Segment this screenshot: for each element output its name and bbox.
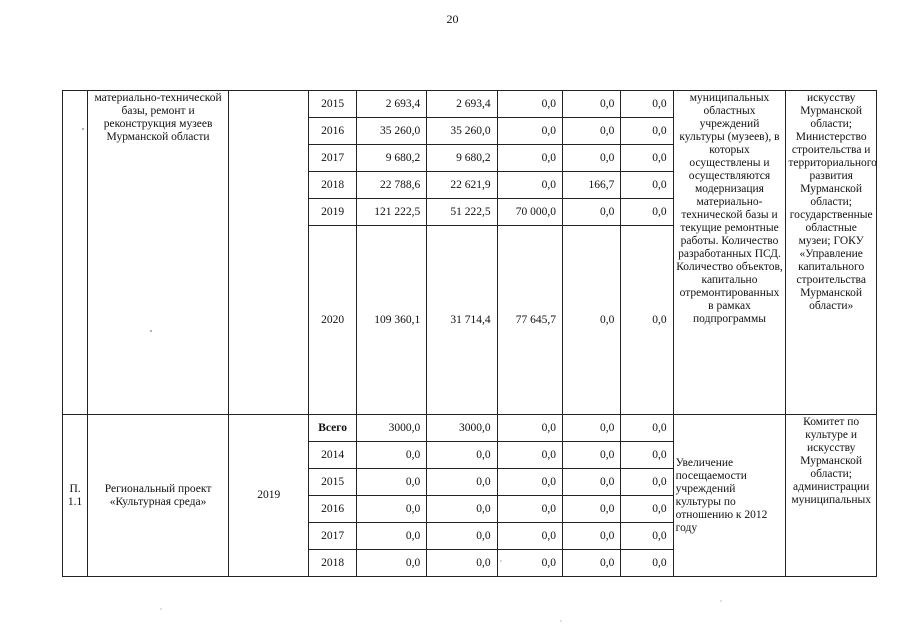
row-number-cell <box>63 91 88 415</box>
expected-result-cell: муниципальных областных учреждений культуры (музеев), в которых осуществлены и осуществляются модернизация материально-технической базы и текущие ремонтные работы. Количество разработанных ПСД. Количество объектов, капитально отремонтированных в рамках подпрограммы <box>673 91 786 415</box>
other-funds-cell: 0,0 <box>621 523 673 550</box>
local-budget-cell: 166,7 <box>563 172 621 199</box>
year-cell: Всего <box>309 415 356 442</box>
total-cell: 0,0 <box>356 496 426 523</box>
total-cell: 9 680,2 <box>356 145 426 172</box>
federal-budget-cell: 0,0 <box>497 145 562 172</box>
regional-budget-cell: 0,0 <box>427 496 497 523</box>
scan-speck <box>150 330 152 332</box>
scan-speck <box>82 128 84 130</box>
responsible-executor-cell: Комитет по культуре и искусству Мурманской области; администрации муниципальных <box>786 415 877 577</box>
table-row <box>63 415 877 442</box>
regional-budget-cell: 2 693,4 <box>427 91 497 118</box>
regional-budget-cell: 31 714,4 <box>427 226 497 415</box>
federal-budget-cell: 0,0 <box>497 118 562 145</box>
other-funds-cell: 0,0 <box>621 442 673 469</box>
total-cell: 0,0 <box>356 442 426 469</box>
local-budget-cell: 0,0 <box>563 199 621 226</box>
year-cell: 2014 <box>309 442 356 469</box>
activity-name-cell: Региональный проект «Культурная среда» <box>88 415 229 577</box>
regional-budget-cell: 22 621,9 <box>427 172 497 199</box>
other-funds-cell: 0,0 <box>621 199 673 226</box>
term-cell <box>229 91 309 415</box>
regional-budget-cell: 0,0 <box>427 523 497 550</box>
scan-speck <box>720 600 722 602</box>
other-funds-cell: 0,0 <box>621 496 673 523</box>
responsible-executor-cell: искусству Мурманской области; Министерство строительства и территориального развития Мурманской области; государственные областные музеи; ГОКУ «Управление капитального строительства Мурманской области» <box>786 91 877 415</box>
total-cell: 121 222,5 <box>356 199 426 226</box>
year-cell: 2019 <box>309 199 356 226</box>
local-budget-cell: 0,0 <box>563 145 621 172</box>
year-cell: 2018 <box>309 550 356 577</box>
local-budget-cell: 0,0 <box>563 442 621 469</box>
other-funds-cell: 0,0 <box>621 172 673 199</box>
table-row <box>63 91 877 118</box>
year-cell: 2016 <box>309 118 356 145</box>
page-number: 20 <box>446 12 459 26</box>
total-cell: 0,0 <box>356 469 426 496</box>
federal-budget-cell: 0,0 <box>497 550 562 577</box>
total-cell: 0,0 <box>356 550 426 577</box>
federal-budget-cell: 0,0 <box>497 415 562 442</box>
activity-name-cell: материально-технической базы, ремонт и реконструкция музеев Мурманской области <box>88 91 229 415</box>
regional-budget-cell: 35 260,0 <box>427 118 497 145</box>
year-cell: 2015 <box>309 469 356 496</box>
expected-result-cell: Увеличение посещаемости учреждений культуры по отношению к 2012 году <box>673 415 786 577</box>
other-funds-cell: 0,0 <box>621 415 673 442</box>
federal-budget-cell: 70 000,0 <box>497 199 562 226</box>
federal-budget-cell: 0,0 <box>497 469 562 496</box>
other-funds-cell: 0,0 <box>621 145 673 172</box>
other-funds-cell: 0,0 <box>621 550 673 577</box>
other-funds-cell: 0,0 <box>621 91 673 118</box>
total-cell: 35 260,0 <box>356 118 426 145</box>
total-cell: 0,0 <box>356 523 426 550</box>
year-cell: 2017 <box>309 523 356 550</box>
scan-speck <box>160 608 162 610</box>
year-cell: 2018 <box>309 172 356 199</box>
program-budget-table <box>62 90 877 577</box>
regional-budget-cell: 0,0 <box>427 469 497 496</box>
year-cell: 2020 <box>309 226 356 415</box>
local-budget-cell: 0,0 <box>563 496 621 523</box>
total-cell: 3000,0 <box>356 415 426 442</box>
federal-budget-cell: 0,0 <box>497 91 562 118</box>
local-budget-cell: 0,0 <box>563 523 621 550</box>
regional-budget-cell: 0,0 <box>427 550 497 577</box>
year-cell: 2016 <box>309 496 356 523</box>
federal-budget-cell: 0,0 <box>497 496 562 523</box>
row-number-cell: П. 1.1 <box>63 415 88 577</box>
local-budget-cell: 0,0 <box>563 91 621 118</box>
total-cell: 109 360,1 <box>356 226 426 415</box>
regional-budget-cell: 3000,0 <box>427 415 497 442</box>
federal-budget-cell: 0,0 <box>497 523 562 550</box>
federal-budget-cell: 0,0 <box>497 442 562 469</box>
scan-speck <box>560 620 562 622</box>
other-funds-cell: 0,0 <box>621 118 673 145</box>
year-cell: 2017 <box>309 145 356 172</box>
local-budget-cell: 0,0 <box>563 550 621 577</box>
local-budget-cell: 0,0 <box>563 415 621 442</box>
term-cell: 2019 <box>229 415 309 577</box>
local-budget-cell: 0,0 <box>563 469 621 496</box>
total-cell: 2 693,4 <box>356 91 426 118</box>
other-funds-cell: 0,0 <box>621 469 673 496</box>
regional-budget-cell: 51 222,5 <box>427 199 497 226</box>
local-budget-cell: 0,0 <box>563 118 621 145</box>
regional-budget-cell: 9 680,2 <box>427 145 497 172</box>
federal-budget-cell: 77 645,7 <box>497 226 562 415</box>
scan-speck <box>500 560 502 562</box>
regional-budget-cell: 0,0 <box>427 442 497 469</box>
local-budget-cell: 0,0 <box>563 226 621 415</box>
year-cell: 2015 <box>309 91 356 118</box>
other-funds-cell: 0,0 <box>621 226 673 415</box>
total-cell: 22 788,6 <box>356 172 426 199</box>
federal-budget-cell: 0,0 <box>497 172 562 199</box>
